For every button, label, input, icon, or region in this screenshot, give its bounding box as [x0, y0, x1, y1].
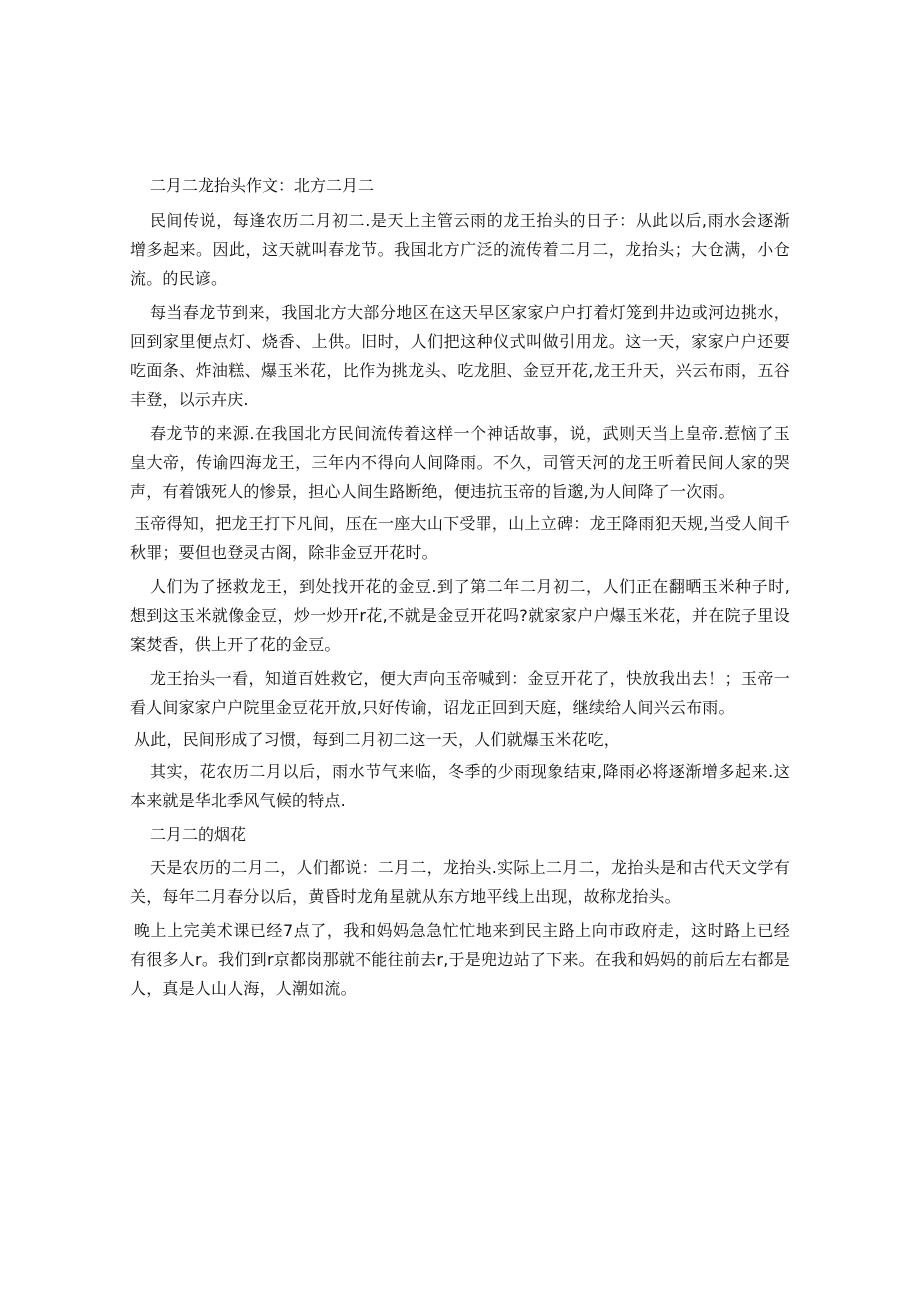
paragraph-custom-formed: 从此，民间形成了习惯，每到二月初二这一天，人们就爆玉米花吃， [134, 730, 621, 749]
paragraph-legend: 民间传说，每逢农历二月初二.是天上主管云雨的龙王抬头的日子：从此以后,雨水会逐渐增多起来。因此，这天就叫春龙节。我国北方广泛的流传着二月二，龙抬头；大仓满，小仓流。的民谚。 [130, 211, 790, 288]
paragraph-rescue-dragon: 人们为了拯救龙王，到处找开花的金豆.到了第二年二月初二，人们正在翻晒玉米种子时,想到这玉米就像金豆，炒一炒开r花,不就是金豆开花吗?就家家户户爆玉米花，并在院子里设案焚香，供上开了花的金豆。 [130, 577, 790, 654]
paragraph-jade-emperor: 玉帝得知，把龙王打下凡间，压在一座大山下受罪，山上立碑：龙王降雨犯天规,当受人间千秋罪；要但也登灵古阁，除非金豆开花时。 [130, 514, 790, 562]
paragraph-astronomy: 天是农历的二月二，人们都说：二月二，龙抬头.实际上二月二，龙抬头是和古代天文学有关，每年二月春分以后，黄昏时龙角星就从东方地平线上出现，故称龙抬头。 [130, 858, 790, 906]
document-title: 二月二龙抬头作文：北方二月二 [150, 176, 375, 195]
paragraph-fireworks-evening: 晚上上完美术课已经7点了，我和妈妈急急忙忙地来到民主路上向市政府走，这时路上已经有很多人r。我们到r京都岗那就不能往前去r,于是兜边站了下来。在我和妈妈的前后左右都是人，真是人山人海，人潮如流。 [130, 921, 790, 998]
paragraph-dragon-raises-head: 龙王抬头一看，知道百姓救它，便大声向玉帝喊到：金豆开花了，快放我出去！；玉帝一看人间家家户户院里金豆花开放,只好传谕，诏龙正回到天庭，继续给人间兴云布雨。 [130, 669, 790, 717]
section-subtitle: 二月二的烟花 [150, 825, 247, 844]
paragraph-festival-customs: 每当春龙节到来，我国北方大部分地区在这天早区家家户户打着灯笼到井边或河边挑水，回到家里便点灯、烧香、上供。旧时，人们把这种仪式叫做引用龙。这一天，家家户户还要吃面条、炸油糕、爆玉米花，比作为挑龙头、吃龙胆、金豆开花,龙王升天，兴云布雨，五谷丰登，以示卉庆. [130, 303, 790, 409]
document-page [130, 172, 790, 1008]
paragraph-climate: 其实，花农历二月以后，雨水节气来临，冬季的少雨现象结束,降雨必将逐渐增多起来.这本来就是华北季风气候的特点. [130, 762, 790, 810]
paragraph-origin-story: 春龙节的来源.在我国北方民间流传着这样一个神话故事，说，武则天当上皇帝.惹恼了玉皇大帝，传谕四海龙王，三年内不得向人间降雨。不久，司管天河的龙王听着民间人家的哭声，有着饿死人的惨景，担心人间生路断绝，便违抗玉帝的旨邈,为人间降了一次雨。 [130, 424, 790, 501]
